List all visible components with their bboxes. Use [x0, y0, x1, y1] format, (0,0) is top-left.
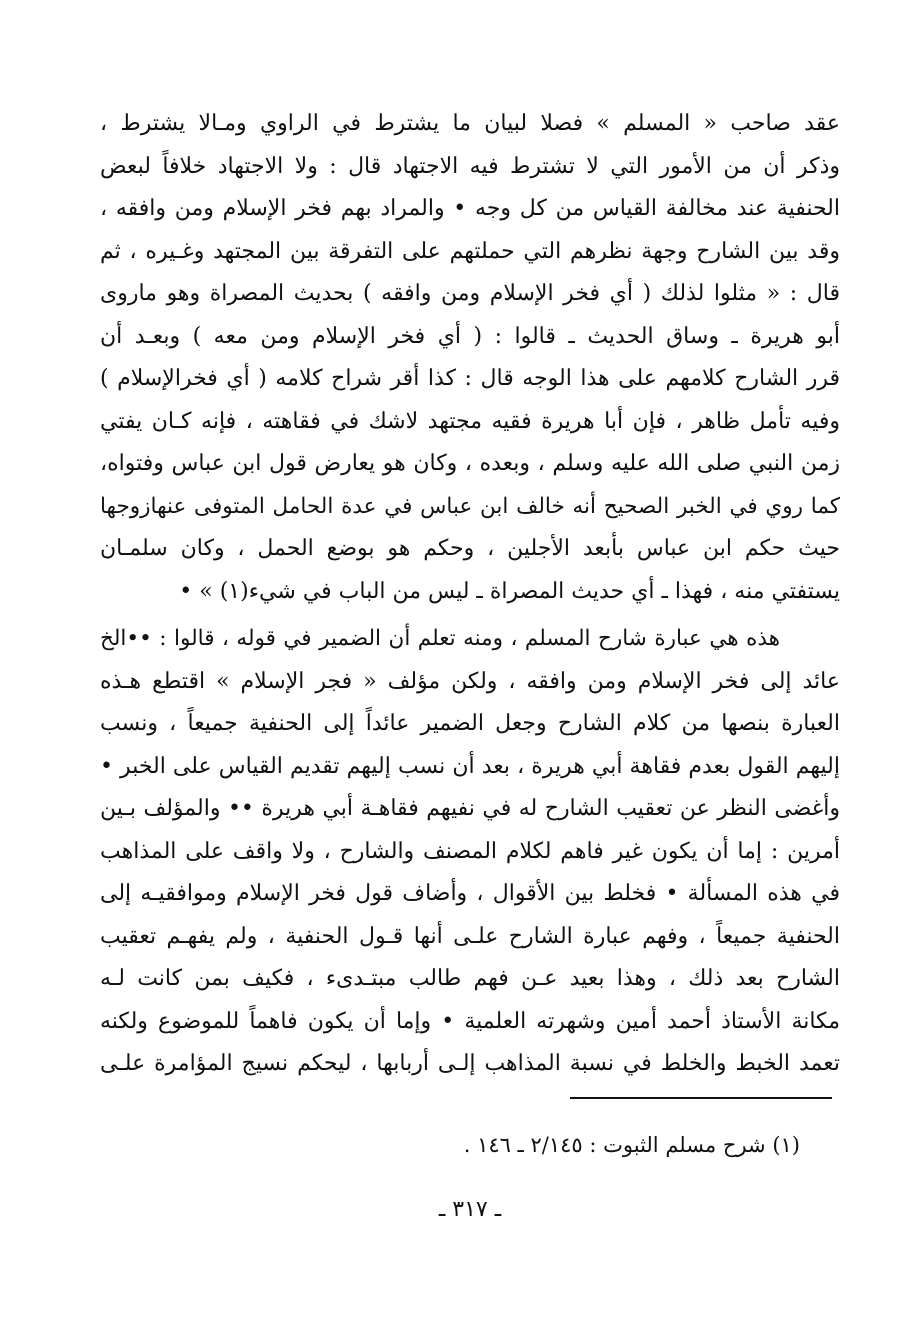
- footnote: (١) شرح مسلم الثبوت : ٢/١٤٥ ـ ١٤٦ .: [463, 1133, 800, 1157]
- text-line: أمرين : إما أن يكون غير فاهم لكلام المصنف والشارح ، ولا واقف على المذاهب: [100, 838, 840, 864]
- text-line: قال : « مثلوا لذلك ( أي فخر الإسلام ومن وافقه ) بحديث المصراة وهو ماروى: [100, 281, 840, 306]
- text-line: وذكر أن من الأمور التي لا تشترط فيه الاجتهاد قال : ولا الاجتهاد خلافاً لبعض: [100, 153, 840, 179]
- text-line: الشارح بعد ذلك ، وهذا بعيد عـن فهم طالب مبتـدىء ، فكيف بمن كانت لـه: [100, 966, 840, 991]
- text-line: وقد بين الشارح وجهة نظرهم التي حملتهم على التفرقة بين المجتهد وغـيره ، ثم: [100, 238, 840, 264]
- text-line: وفيه تأمل ظاهر ، فإن أبا هريرة فقيه مجتهد لاشك في فقاهته ، فإنه كـان يفتي: [100, 408, 840, 434]
- footnote-divider: [570, 1097, 832, 1099]
- text-line: الحنفية جميعاً ، وفهم عبارة الشارح علـى أنها قـول الحنفية ، ولم يفهـم تعقيب: [100, 923, 840, 949]
- text-line: في هذه المسألة • فخلط بين الأقوال ، وأضاف قول فخر الإسلام وموافقيـه إلى: [100, 881, 840, 906]
- text-line: حيث حكم ابن عباس بأبعد الأجلين ، وحكم هو بوضع الحمل ، وكان سلمـان: [100, 536, 840, 561]
- text-line: العبارة بنصها من كلام الشارح وجعل الضمير عائداً إلى الحنفية جميعاً ، ونسب: [100, 711, 840, 736]
- paragraph-2: [100, 618, 840, 1086]
- page-number: ـ ٣١٧ ـ: [438, 1197, 502, 1222]
- text-line: يستفتي منه ، فهذا ـ أي حديث المصراة ـ ليس من الباب في شيء(١) » •: [179, 578, 840, 604]
- paragraph-1: [100, 103, 840, 613]
- text-line: كما روي في الخبر الصحيح أنه خالف ابن عباس في عدة الحامل المتوفى عنهازوجها: [100, 493, 840, 519]
- text-line: قرر الشارح كلامهم على هذا الوجه قال : كذا أقر شراح كلامه ( أي فخرالإسلام ): [100, 366, 840, 391]
- text-line: عائد إلى فخر الإسلام ومن وافقه ، ولكن مؤلف « فجر الإسلام » اقتطع هـذه: [100, 668, 840, 694]
- text-line: زمن النبي صلى الله عليه وسلم ، وبعده ، وكان هو يعارض قول ابن عباس وفتواه،: [100, 451, 840, 476]
- text-line: وأغضى النظر عن تعقيب الشارح له في نفيهم فقاهـة أبي هريرة •• والمؤلف بـين: [100, 796, 840, 821]
- text-line: عقد صاحب « المسلم » فصلا لبيان ما يشترط في الراوي ومـالا يشترط ،: [100, 111, 840, 136]
- text-line: مكانة الأستاذ أحمد أمين وشهرته العلمية • وإما أن يكون فاهماً للموضوع ولكنه: [100, 1008, 840, 1034]
- text-line: تعمد الخبط والخلط في نسبة المذاهب إلـى أربابها ، ليحكم نسيج المؤامرة علـى: [100, 1051, 840, 1076]
- text-line: الحنفية عند مخالفة القياس من كل وجه • والمراد بهم فخر الإسلام ومن وافقه ،: [100, 196, 840, 221]
- text-line: أبو هريرة ـ وساق الحديث ـ قالوا : ( أي فخر الإسلام ومن معه ) وبعـد أن: [100, 323, 840, 349]
- text-line: هذه هي عبارة شارح المسلم ، ومنه تعلم أن الضمير في قوله ، قالوا : ••الخ: [100, 626, 780, 651]
- text-line: إليهم القول بعدم فقاهة أبي هريرة ، بعد أن نسب إليهم تقديم القياس على الخبر •: [100, 753, 840, 779]
